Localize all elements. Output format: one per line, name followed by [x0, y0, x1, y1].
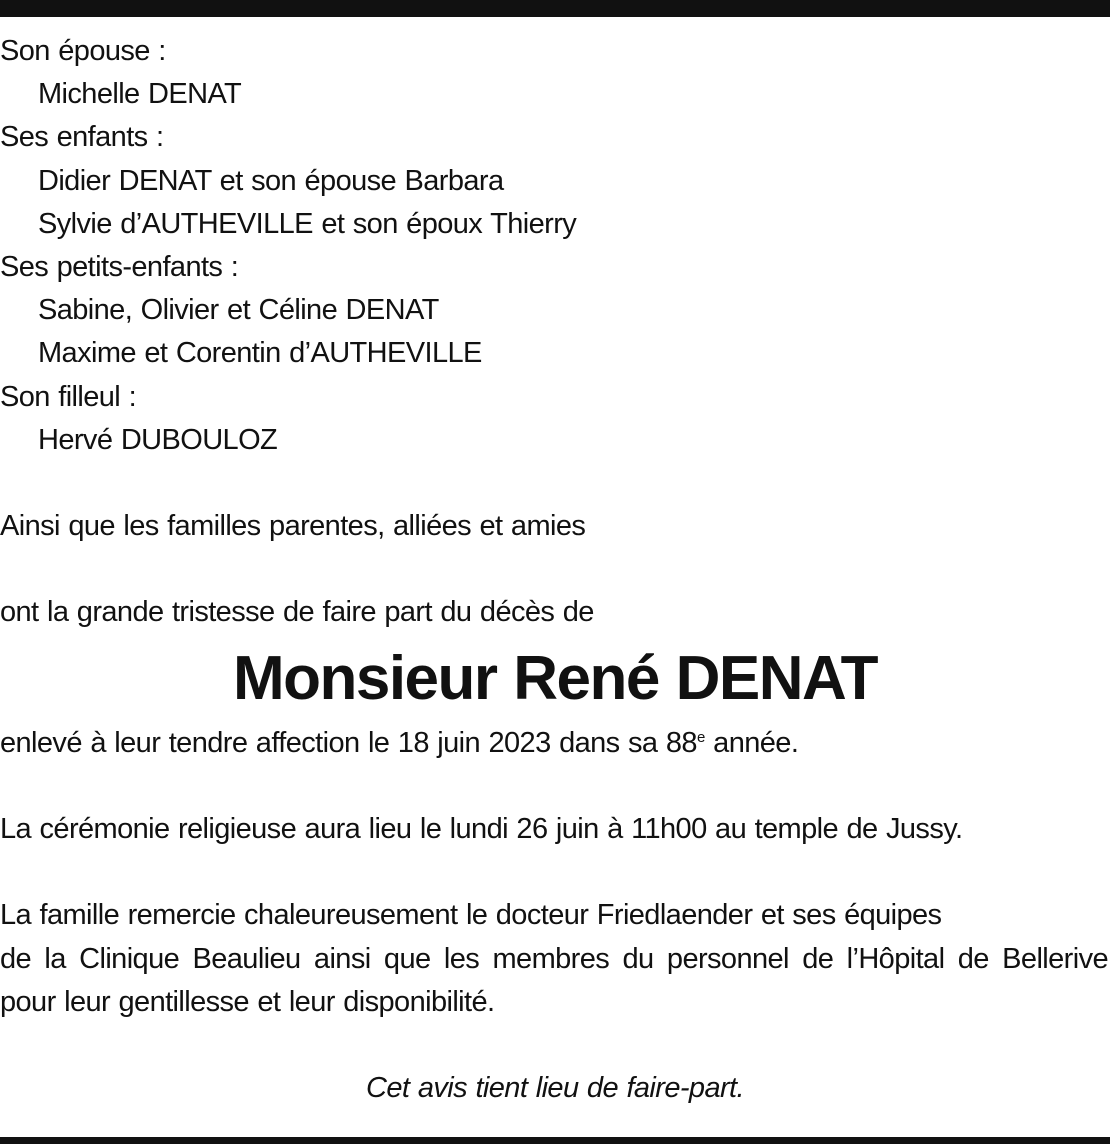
- obituary-notice: [0, 30, 1110, 1110]
- thanks-rest: de la Clinique Beaulieu ainsi que les membres du personnel de l’Hôpital de Bellerive pour leur gentillesse et leur disponibilité.: [0, 942, 1108, 1018]
- grandchildren-names: Maxime et Corentin d’AUTHEVILLE: [38, 337, 482, 370]
- announcement-line: ont la grande tristesse de faire part du décès de: [0, 596, 594, 629]
- child-name: Sylvie d’AUTHEVILLE et son époux Thierry: [38, 207, 577, 240]
- thanks-paragraph: [0, 894, 1108, 1024]
- thanks-first-line: La famille remercie chaleureusement le docteur Friedlaender et ses équipes: [0, 899, 942, 932]
- spacer: [0, 548, 1110, 591]
- top-rule: [0, 0, 1110, 17]
- spouse-name: Michelle DENAT: [38, 78, 242, 111]
- death-text-end: année.: [704, 726, 799, 759]
- deceased-name: Monsieur René DENAT: [232, 643, 878, 713]
- spacer: [0, 462, 1110, 505]
- bottom-rule: [0, 1137, 1110, 1144]
- ordinal-superscript: e: [696, 728, 705, 746]
- death-text: enlevé à leur tendre affection le 18 juin 2023 dans sa 88: [0, 726, 697, 759]
- ceremony-details: La cérémonie religieuse aura lieu le lundi 26 juin à 11h00 au temple de Jussy.: [0, 813, 963, 845]
- spouse-label: Son épouse :: [0, 35, 166, 67]
- child-name: Didier DENAT et son épouse Barbara: [38, 164, 504, 197]
- death-details: [0, 722, 1110, 765]
- godson-label: Son filleul :: [0, 380, 137, 413]
- grandchildren-label: Ses petits-enfants :: [0, 250, 239, 283]
- families-line: Ainsi que les familles parentes, alliées et amies: [0, 510, 586, 543]
- godson-name: Hervé DUBOULOZ: [38, 423, 278, 456]
- spacer: [0, 851, 1110, 894]
- children-label: Ses enfants :: [0, 121, 164, 154]
- closing-note: Cet avis tient lieu de faire-part.: [366, 1072, 744, 1105]
- spacer: [0, 765, 1110, 808]
- grandchildren-names: Sabine, Olivier et Céline DENAT: [38, 294, 439, 327]
